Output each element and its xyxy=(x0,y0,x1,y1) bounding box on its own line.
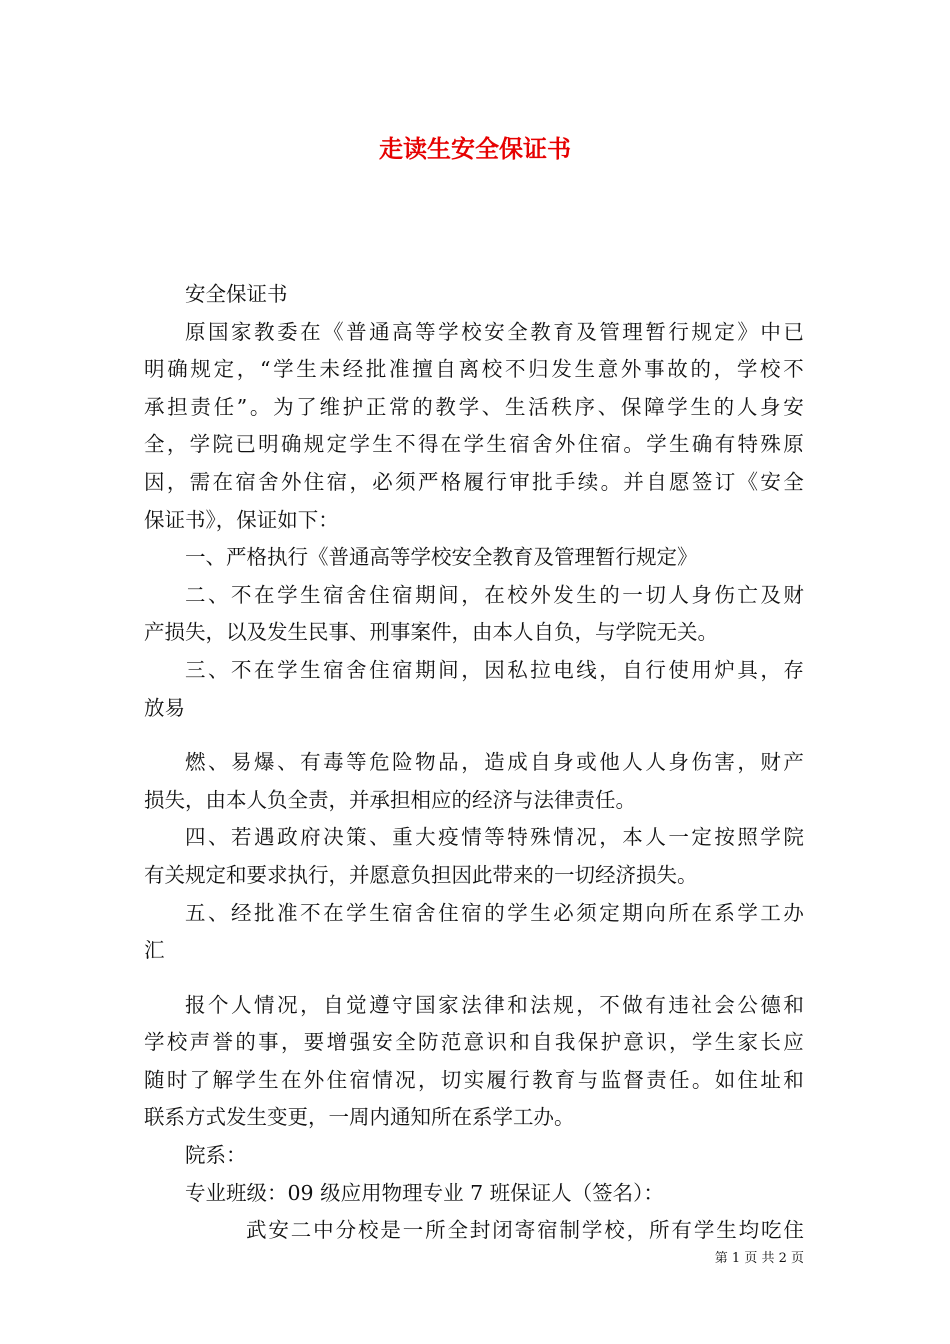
document-line: 二 、 不 在 学 生 宿 舍 住 宿 期 间 ， 在 校 外 发 生 的 一 切 人 身 伤 亡 及 财 xyxy=(185,582,804,607)
document-line: 因 ， 需 在 宿 舍 外 住 宿 ， 必 须 严 格 履 行 审 批 手 续 。 并 自 愿 签 订 《 安 全 xyxy=(144,469,804,494)
document-title: 走读生安全保证书 xyxy=(379,134,571,163)
document-line: 三 、 不 在 学 生 宿 舍 住 宿 期 间 ， 因 私 拉 电 线 ， 自 行 使 用 炉 具 ， 存 xyxy=(185,657,804,682)
document-line: 汇 xyxy=(144,938,165,963)
document-line: 五 、 经 批 准 不 在 学 生 宿 舍 住 宿 的 学 生 必 须 定 期 向 所 在 系 学 工 办 xyxy=(185,900,804,925)
document-line: 原 国 家 教 委 在 《 普 通 高 等 学 校 安 全 教 育 及 管 理 暂 行 规 定 》 中 已 xyxy=(185,319,804,344)
document-line: 联系方式发生变更，一周内通知所在系学工办。 xyxy=(144,1105,575,1130)
page-footer: 第 1 页 共 2 页 xyxy=(714,1251,804,1266)
document-line: 产损失，以及发生民事、刑事案件，由本人自负，与学院无关。 xyxy=(144,620,718,645)
document-line: 安全保证书 xyxy=(185,282,288,306)
document-line: 明 确 规 定 ， “ 学 生 未 经 批 准 擅 自 离 校 不 归 发 生 意 外 事 故 的 ， 学 校 不 xyxy=(144,357,804,382)
document-body xyxy=(144,276,804,1250)
document-line: 学 校 声 誉 的 事 ， 要 增 强 安 全 防 范 意 识 和 自 我 保 护 意 识 ， 学 生 家 长 应 xyxy=(144,1030,804,1055)
document-line: 有关规定和要求执行，并愿意负担因此带来的一切经济损失。 xyxy=(144,862,698,887)
document-line: 院系： xyxy=(185,1143,247,1168)
document-line: 承 担 责 任 ” 。 为 了 维 护 正 常 的 教 学 、 生 活 秩 序 、 保 障 学 生 的 人 身 安 xyxy=(144,394,804,419)
document-line: 燃 、 易 爆 、 有 毒 等 危 险 物 品 ， 造 成 自 身 或 他 人 人 身 伤 害 ， 财 产 xyxy=(185,750,804,775)
document-line: 保证书》，保证如下： xyxy=(144,507,339,532)
document-line: 专业班级：09 级应用物理专业 7 班保证人（签名）： xyxy=(185,1180,664,1205)
document-line: 放易 xyxy=(144,695,185,720)
document-line: 损失，由本人负全责，并承担相应的经济与法律责任。 xyxy=(144,787,636,812)
document-line: 四 、 若 遇 政 府 决 策 、 重 大 疫 情 等 特 殊 情 况 ， 本 人 一 定 按 照 学 院 xyxy=(185,825,804,850)
document-line: 全 ， 学 院 已 明 确 规 定 学 生 不 得 在 学 生 宿 舍 外 住 宿 。 学 生 确 有 特 殊 原 xyxy=(144,432,804,457)
document-line: 报 个 人 情 况 ， 自 觉 遵 守 国 家 法 律 和 法 规 ， 不 做 有 违 社 会 公 德 和 xyxy=(185,992,804,1017)
document-line: 武 安 二 中 分 校 是 一 所 全 封 闭 寄 宿 制 学 校 ， 所 有 学 生 均 吃 住 xyxy=(246,1218,804,1243)
document-line: 随 时 了 解 学 生 在 外 住 宿 情 况 ， 切 实 履 行 教 育 与 监 督 责 任 。 如 住 址 和 xyxy=(144,1067,804,1092)
document-line: 一、严格执行《普通高等学校安全教育及管理暂行规定》 xyxy=(185,545,698,570)
